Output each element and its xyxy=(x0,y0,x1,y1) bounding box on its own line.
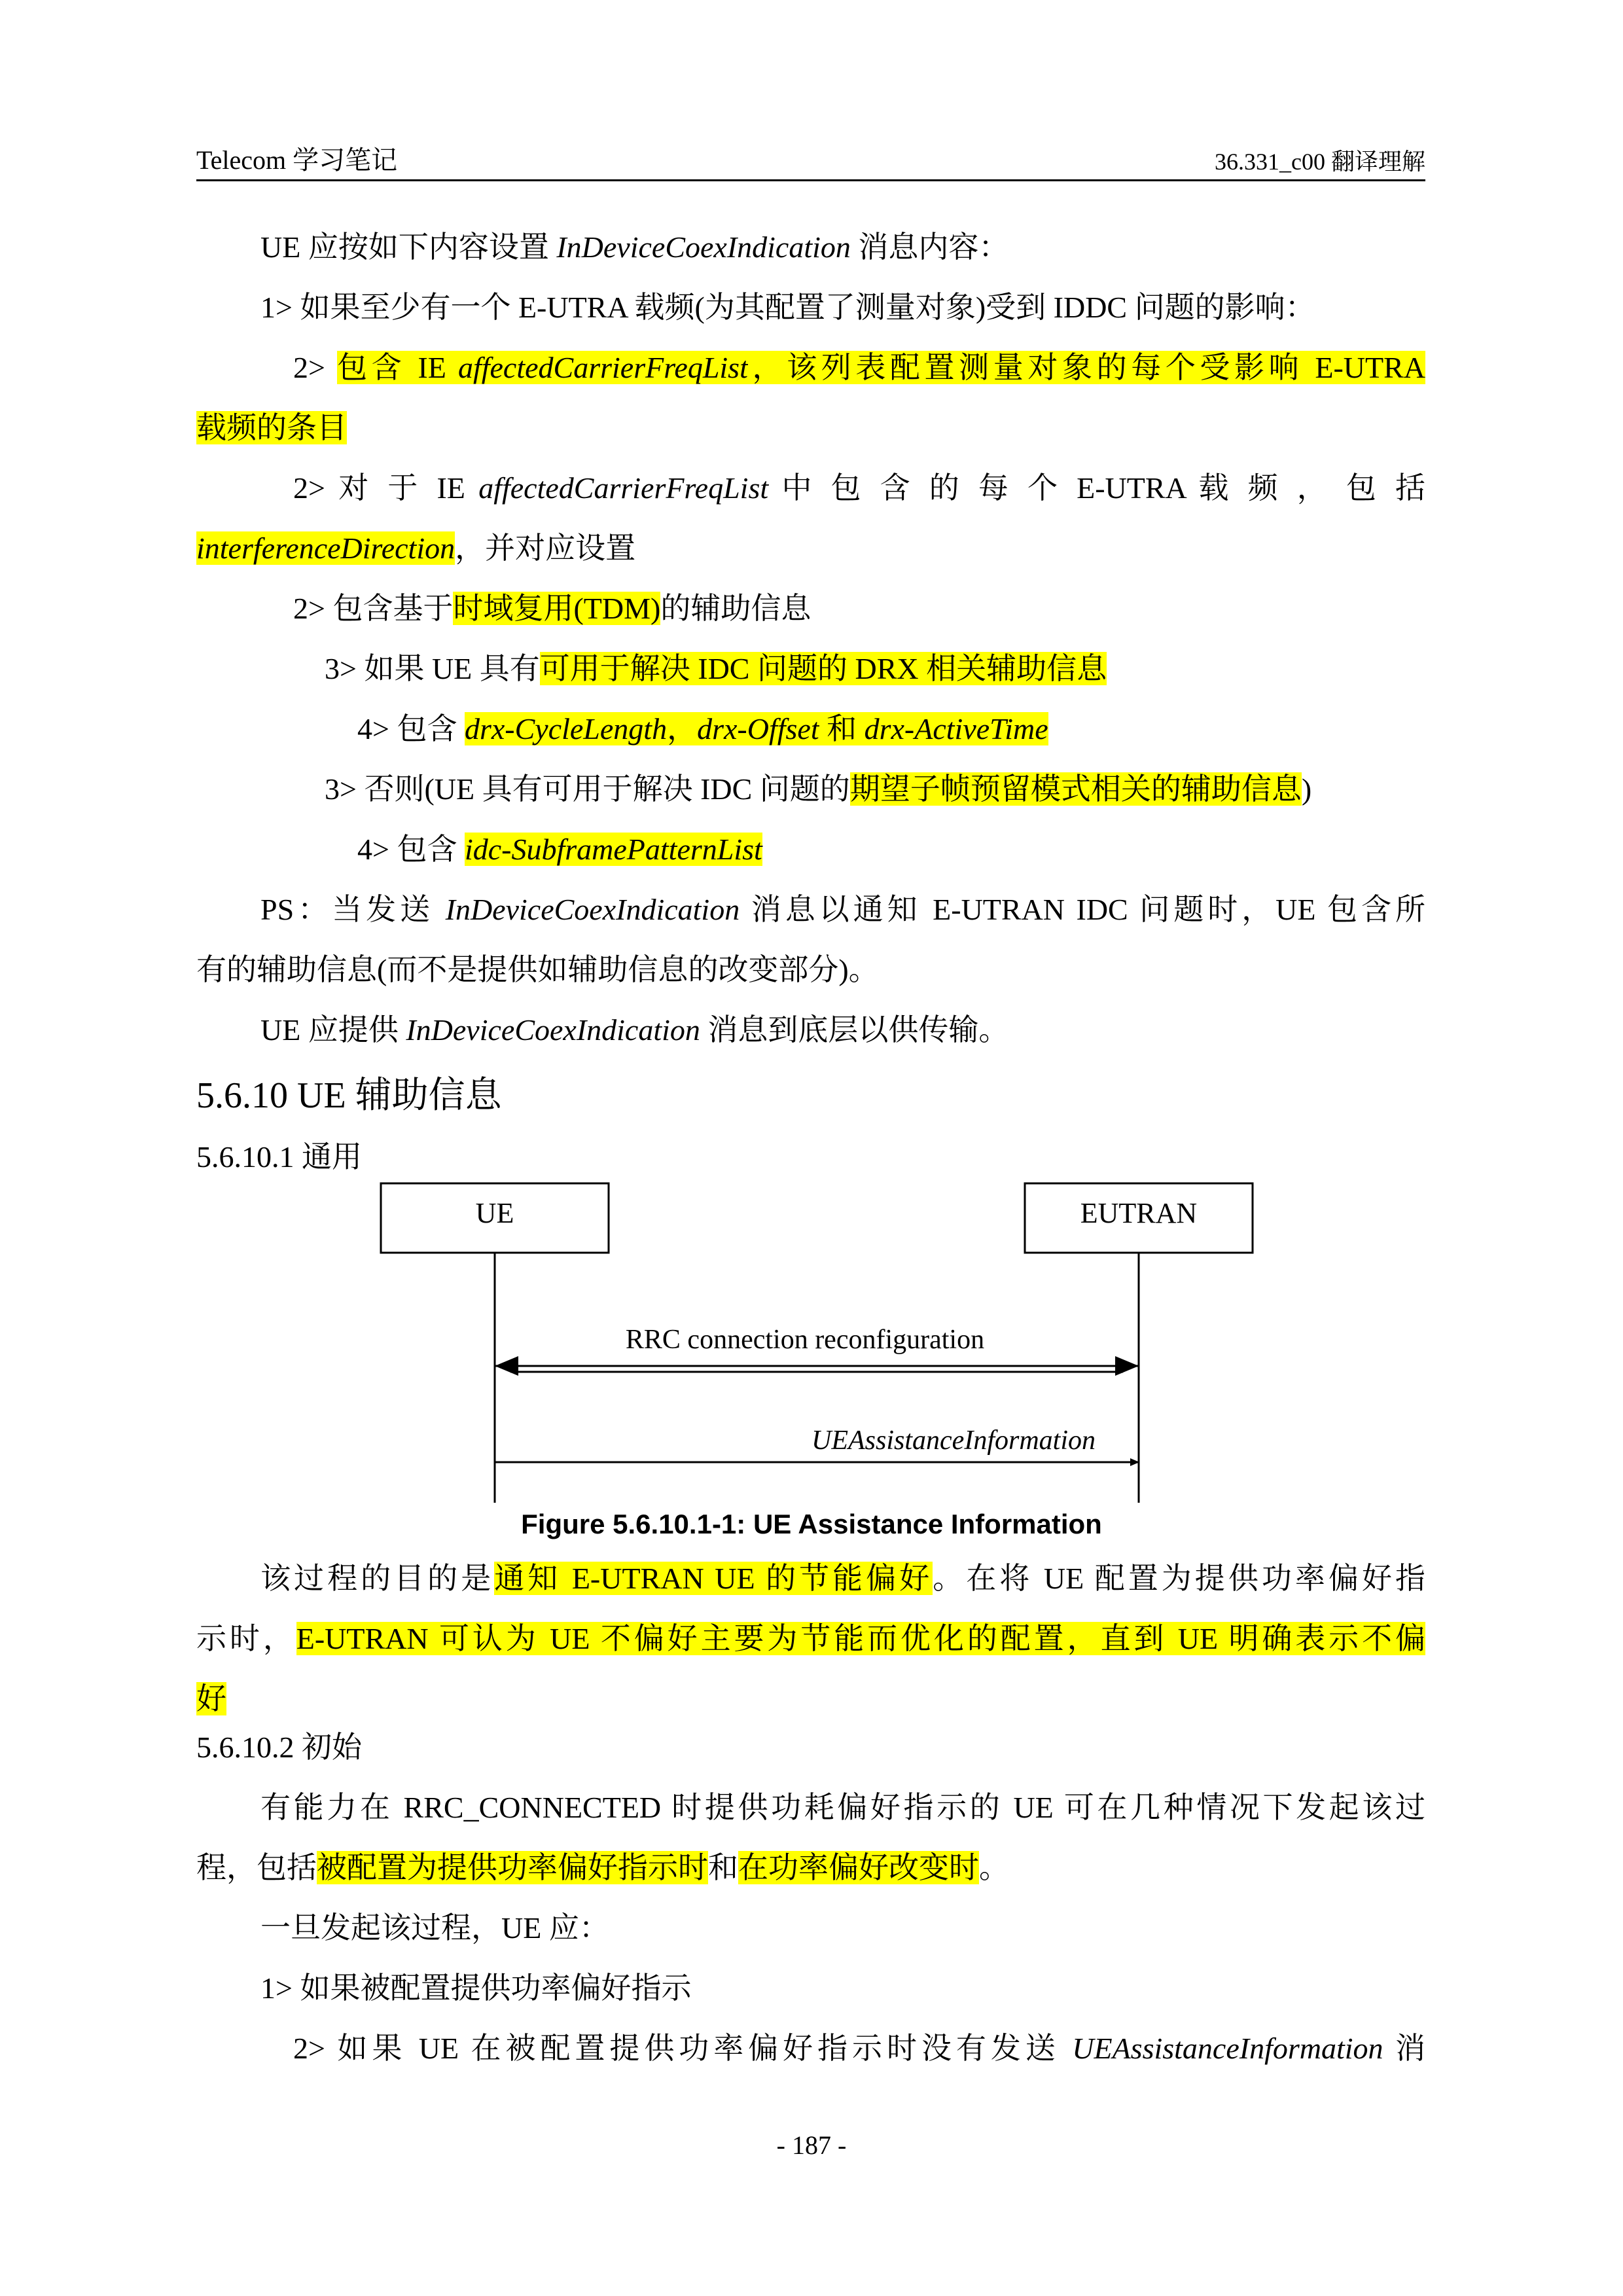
highlighted-italic-text: idc-SubframePatternList xyxy=(464,833,762,866)
highlighted-italic-text: affectedCarrierFreqList xyxy=(457,351,748,384)
highlighted-italic-text: drx-CycleLength xyxy=(464,712,668,745)
text: 2> xyxy=(293,351,338,384)
text: 消 xyxy=(1383,2032,1426,2065)
text: 该过程的目的是 xyxy=(260,1562,495,1595)
highlighted-text: 被配置为提供功率偏好指示时 xyxy=(317,1851,708,1884)
text: 。 xyxy=(979,1851,1009,1884)
text: 1> 如果至少有一个 E-UTRA 载频(为其配置了测量对象)受到 IDDC 问题的影响： xyxy=(260,291,1315,324)
page-number: - 187 - xyxy=(776,2130,847,2160)
highlighted-text: 包含 IE xyxy=(337,351,458,384)
text: 3> 如果 UE 具有 xyxy=(325,652,540,685)
text: 。在将 UE 配置为提供功率偏好指 xyxy=(933,1562,1425,1595)
highlighted-text: 时域复用(TDM) xyxy=(453,592,661,625)
paragraph-once-initiated xyxy=(260,1907,1425,1949)
highlighted-italic-text: interferenceDirection xyxy=(196,531,455,565)
text: 有能力在 RRC_CONNECTED 时提供功耗偏好指示的 UE 可在几种情况下发起该过 xyxy=(260,1791,1425,1824)
list-item-level1 xyxy=(260,1967,1425,2009)
text: ) xyxy=(1301,772,1312,806)
text: UE 应按如下内容设置 xyxy=(260,230,557,264)
text: 消息以通知 E-UTRAN IDC 问题时，UE 包含所 xyxy=(740,893,1425,926)
highlighted-text: ， xyxy=(667,712,698,745)
paragraph-purpose xyxy=(260,1558,1425,1600)
text-italic: affectedCarrierFreqList xyxy=(478,471,769,505)
eutran-entity-label: EUTRAN xyxy=(1080,1197,1198,1229)
section-heading: 5.6.10 UE 辅助信息 xyxy=(196,1075,502,1116)
text: 中 包 含 的 每 个 E-UTRA 载 频 ， 包 括 xyxy=(768,471,1425,505)
text: 4> 包含 xyxy=(357,712,465,745)
paragraph-purpose-cont xyxy=(196,1618,1425,1660)
msg-uai-label: UEAssistanceInformation xyxy=(812,1426,1096,1456)
text: 示时， xyxy=(196,1622,296,1655)
highlighted-text: 在功率偏好改变时 xyxy=(738,1851,979,1884)
text: 2> 如果 UE 在被配置提供功率偏好指示时没有发送 xyxy=(293,2032,1073,2065)
text: 和 xyxy=(708,1851,738,1884)
highlighted-text: 好 xyxy=(196,1682,226,1715)
figure-caption: Figure 5.6.10.1-1: UE Assistance Information xyxy=(521,1509,1102,1539)
text: PS：当发送 xyxy=(260,893,446,926)
highlighted-text: 载频的条目 xyxy=(196,411,347,444)
text: 的辅助信息 xyxy=(660,592,812,625)
list-item-level2 xyxy=(293,2028,1425,2070)
highlighted-italic-text: drx-ActiveTime xyxy=(864,712,1048,745)
text: 2> 对 于 IE xyxy=(293,471,479,505)
ue-entity-label: UE xyxy=(475,1197,514,1229)
text: 4> 包含 xyxy=(357,833,465,866)
text: 一旦发起该过程，UE 应： xyxy=(260,1911,609,1945)
text-italic: UEAssistanceInformation xyxy=(1072,2032,1383,2065)
text-italic: InDeviceCoexIndication xyxy=(406,1013,700,1047)
header-right-title: 36.331_c00 翻译理解 xyxy=(1215,149,1425,175)
highlighted-text: 和 xyxy=(819,712,865,745)
text: 程，包括 xyxy=(196,1851,317,1884)
paragraph-initiation xyxy=(260,1787,1425,1829)
highlighted-text: ，该列表配置测量对象的每个受影响 E-UTRA xyxy=(747,351,1426,384)
highlighted-text: 期望子帧预留模式相关的辅助信息 xyxy=(849,772,1302,806)
highlighted-text: 通知 E-UTRAN UE 的节能偏好 xyxy=(494,1562,933,1595)
header-left-title: Telecom 学习笔记 xyxy=(196,145,398,175)
highlighted-text: E-UTRAN 可认为 UE 不偏好主要为节能而优化的配置，直到 UE 明确表示不偏 xyxy=(296,1622,1426,1655)
text: 消息到底层以供传输。 xyxy=(700,1013,1009,1047)
subsection-heading: 5.6.10.2 初始 xyxy=(196,1731,362,1764)
text: UE 应提供 xyxy=(260,1013,406,1047)
highlighted-italic-text: drx-Offset xyxy=(697,712,819,745)
subsection-heading: 5.6.10.1 通用 xyxy=(196,1140,362,1174)
paragraph-purpose-cont xyxy=(196,1678,1425,1720)
highlighted-text: 可用于解决 IDC 问题的 DRX 相关辅助信息 xyxy=(539,652,1107,685)
text: 1> 如果被配置提供功率偏好指示 xyxy=(260,1971,692,2005)
text: ，并对应设置 xyxy=(455,531,636,565)
text: 有的辅助信息(而不是提供如辅助信息的改变部分)。 xyxy=(196,953,879,986)
text-italic: InDeviceCoexIndication xyxy=(445,893,740,926)
text-italic: InDeviceCoexIndication xyxy=(556,230,851,264)
text: 2> 包含基于 xyxy=(293,592,454,625)
paragraph-initiation-cont xyxy=(196,1847,1425,1889)
text: 3> 否则(UE 具有可用于解决 IDC 问题的 xyxy=(325,772,850,806)
text: 消息内容： xyxy=(850,230,1009,264)
msg-rrc-label: RRC connection reconfiguration xyxy=(625,1325,985,1355)
